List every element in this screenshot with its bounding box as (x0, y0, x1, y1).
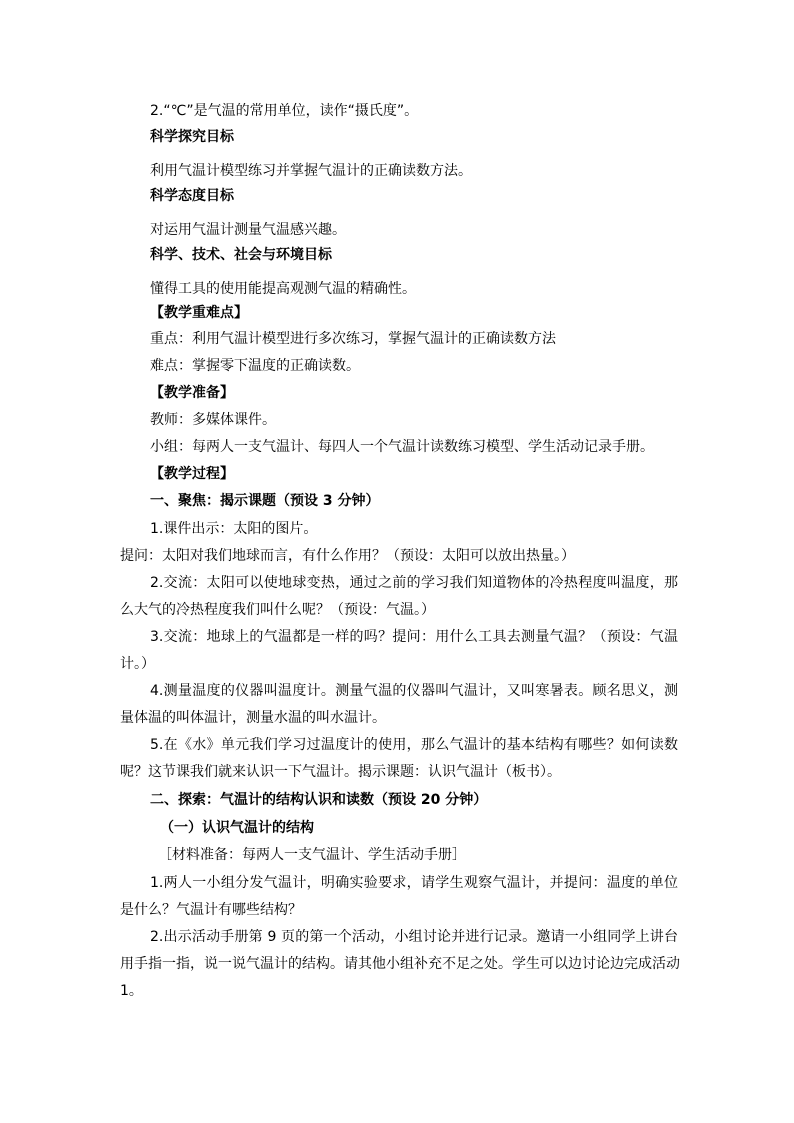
prep-teacher: 教师：多媒体课件。 (150, 412, 276, 428)
subsection-1-title: （一）认识气温计的结构 (160, 820, 314, 836)
section-1-title: 一、聚焦：揭示课题（预设 3 分钟） (150, 493, 380, 509)
heading-inquiry-goal: 科学探究目标 (150, 129, 234, 145)
key-point: 重点：利用气温计模型进行多次练习，掌握气温计的正确读数方法 (150, 331, 556, 347)
section-1-item-3-line-2: 计。） (120, 656, 155, 672)
section-1-item-4-line-1: 4.测量温度的仪器叫温度计。测量气温的仪器叫气温计，又叫寒暑表。顾名思义，测 (150, 683, 678, 699)
inquiry-goal-text: 利用气温计模型练习并掌握气温计的正确读数方法。 (150, 163, 472, 179)
section-1-item-5-line-2: 呢？这节课我们就来认识一下气温计。揭示课题：认识气温计（板书）。 (120, 764, 561, 780)
section-1-item-3-line-1: 3.交流：地球上的气温都是一样的吗？提问：用什么工具去测量气温？（预设：气温 (150, 629, 678, 645)
section-1-item-2-line-2: 么大气的冷热程度我们叫什么呢？（预设：气温。） (120, 602, 435, 618)
objective-item-2: 2.“℃”是气温的常用单位，读作“摄氏度”。 (150, 103, 419, 119)
section-2-title: 二、探索：气温计的结构认识和读数（预设 20 分钟） (150, 792, 488, 808)
section-1-item-2-line-1: 2.交流：太阳可以使地球变热，通过之前的学习我们知道物体的冷热程度叫温度，那 (150, 575, 678, 591)
difficult-point: 难点：掌握零下温度的正确读数。 (150, 358, 360, 374)
heading-attitude-goal: 科学态度目标 (150, 188, 234, 204)
section-2-item-2-line-1: 2.出示活动手册第 9 页的第一个活动，小组讨论并进行记录。邀请一小组同学上讲台 (150, 929, 678, 945)
section-2-item-1-line-2: 是什么？气温计有哪些结构？ (120, 902, 302, 918)
heading-process: 【教学过程】 (150, 466, 234, 482)
section-1-item-5-line-1: 5.在《水》单元我们学习过温度计的使用，那么气温计的基本结构有哪些？如何读数 (150, 737, 678, 753)
heading-sts-goal: 科学、技术、社会与环境目标 (150, 247, 332, 263)
sts-goal-text: 懂得工具的使用能提高观测气温的精确性。 (150, 281, 416, 297)
section-1-item-1-question: 提问：太阳对我们地球而言，有什么作用？（预设：太阳可以放出热量。） (120, 548, 575, 564)
section-2-item-2-line-2: 用手指一指，说一说气温计的结构。请其他小组补充不足之处。学生可以边讨论边完成活动 (120, 956, 680, 972)
section-2-item-2-line-3: 1。 (120, 983, 143, 999)
heading-preparation: 【教学准备】 (150, 385, 234, 401)
prep-group: 小组：每两人一支气温计、每四人一个气温计读数练习模型、学生活动记录手册。 (150, 439, 654, 455)
heading-key-difficult: 【教学重难点】 (150, 305, 248, 321)
section-1-item-1: 1.课件出示：太阳的图片。 (150, 521, 318, 537)
attitude-goal-text: 对运用气温计测量气温感兴趣。 (150, 222, 346, 238)
section-2-item-1-line-1: 1.两人一小组分发气温计，明确实验要求，请学生观察气温计，并提问：温度的单位 (150, 875, 678, 891)
section-1-item-4-line-2: 量体温的叫体温计，测量水温的叫水温计。 (120, 710, 386, 726)
materials-note: ［材料准备：每两人一支气温计、学生活动手册］ (158, 847, 466, 863)
